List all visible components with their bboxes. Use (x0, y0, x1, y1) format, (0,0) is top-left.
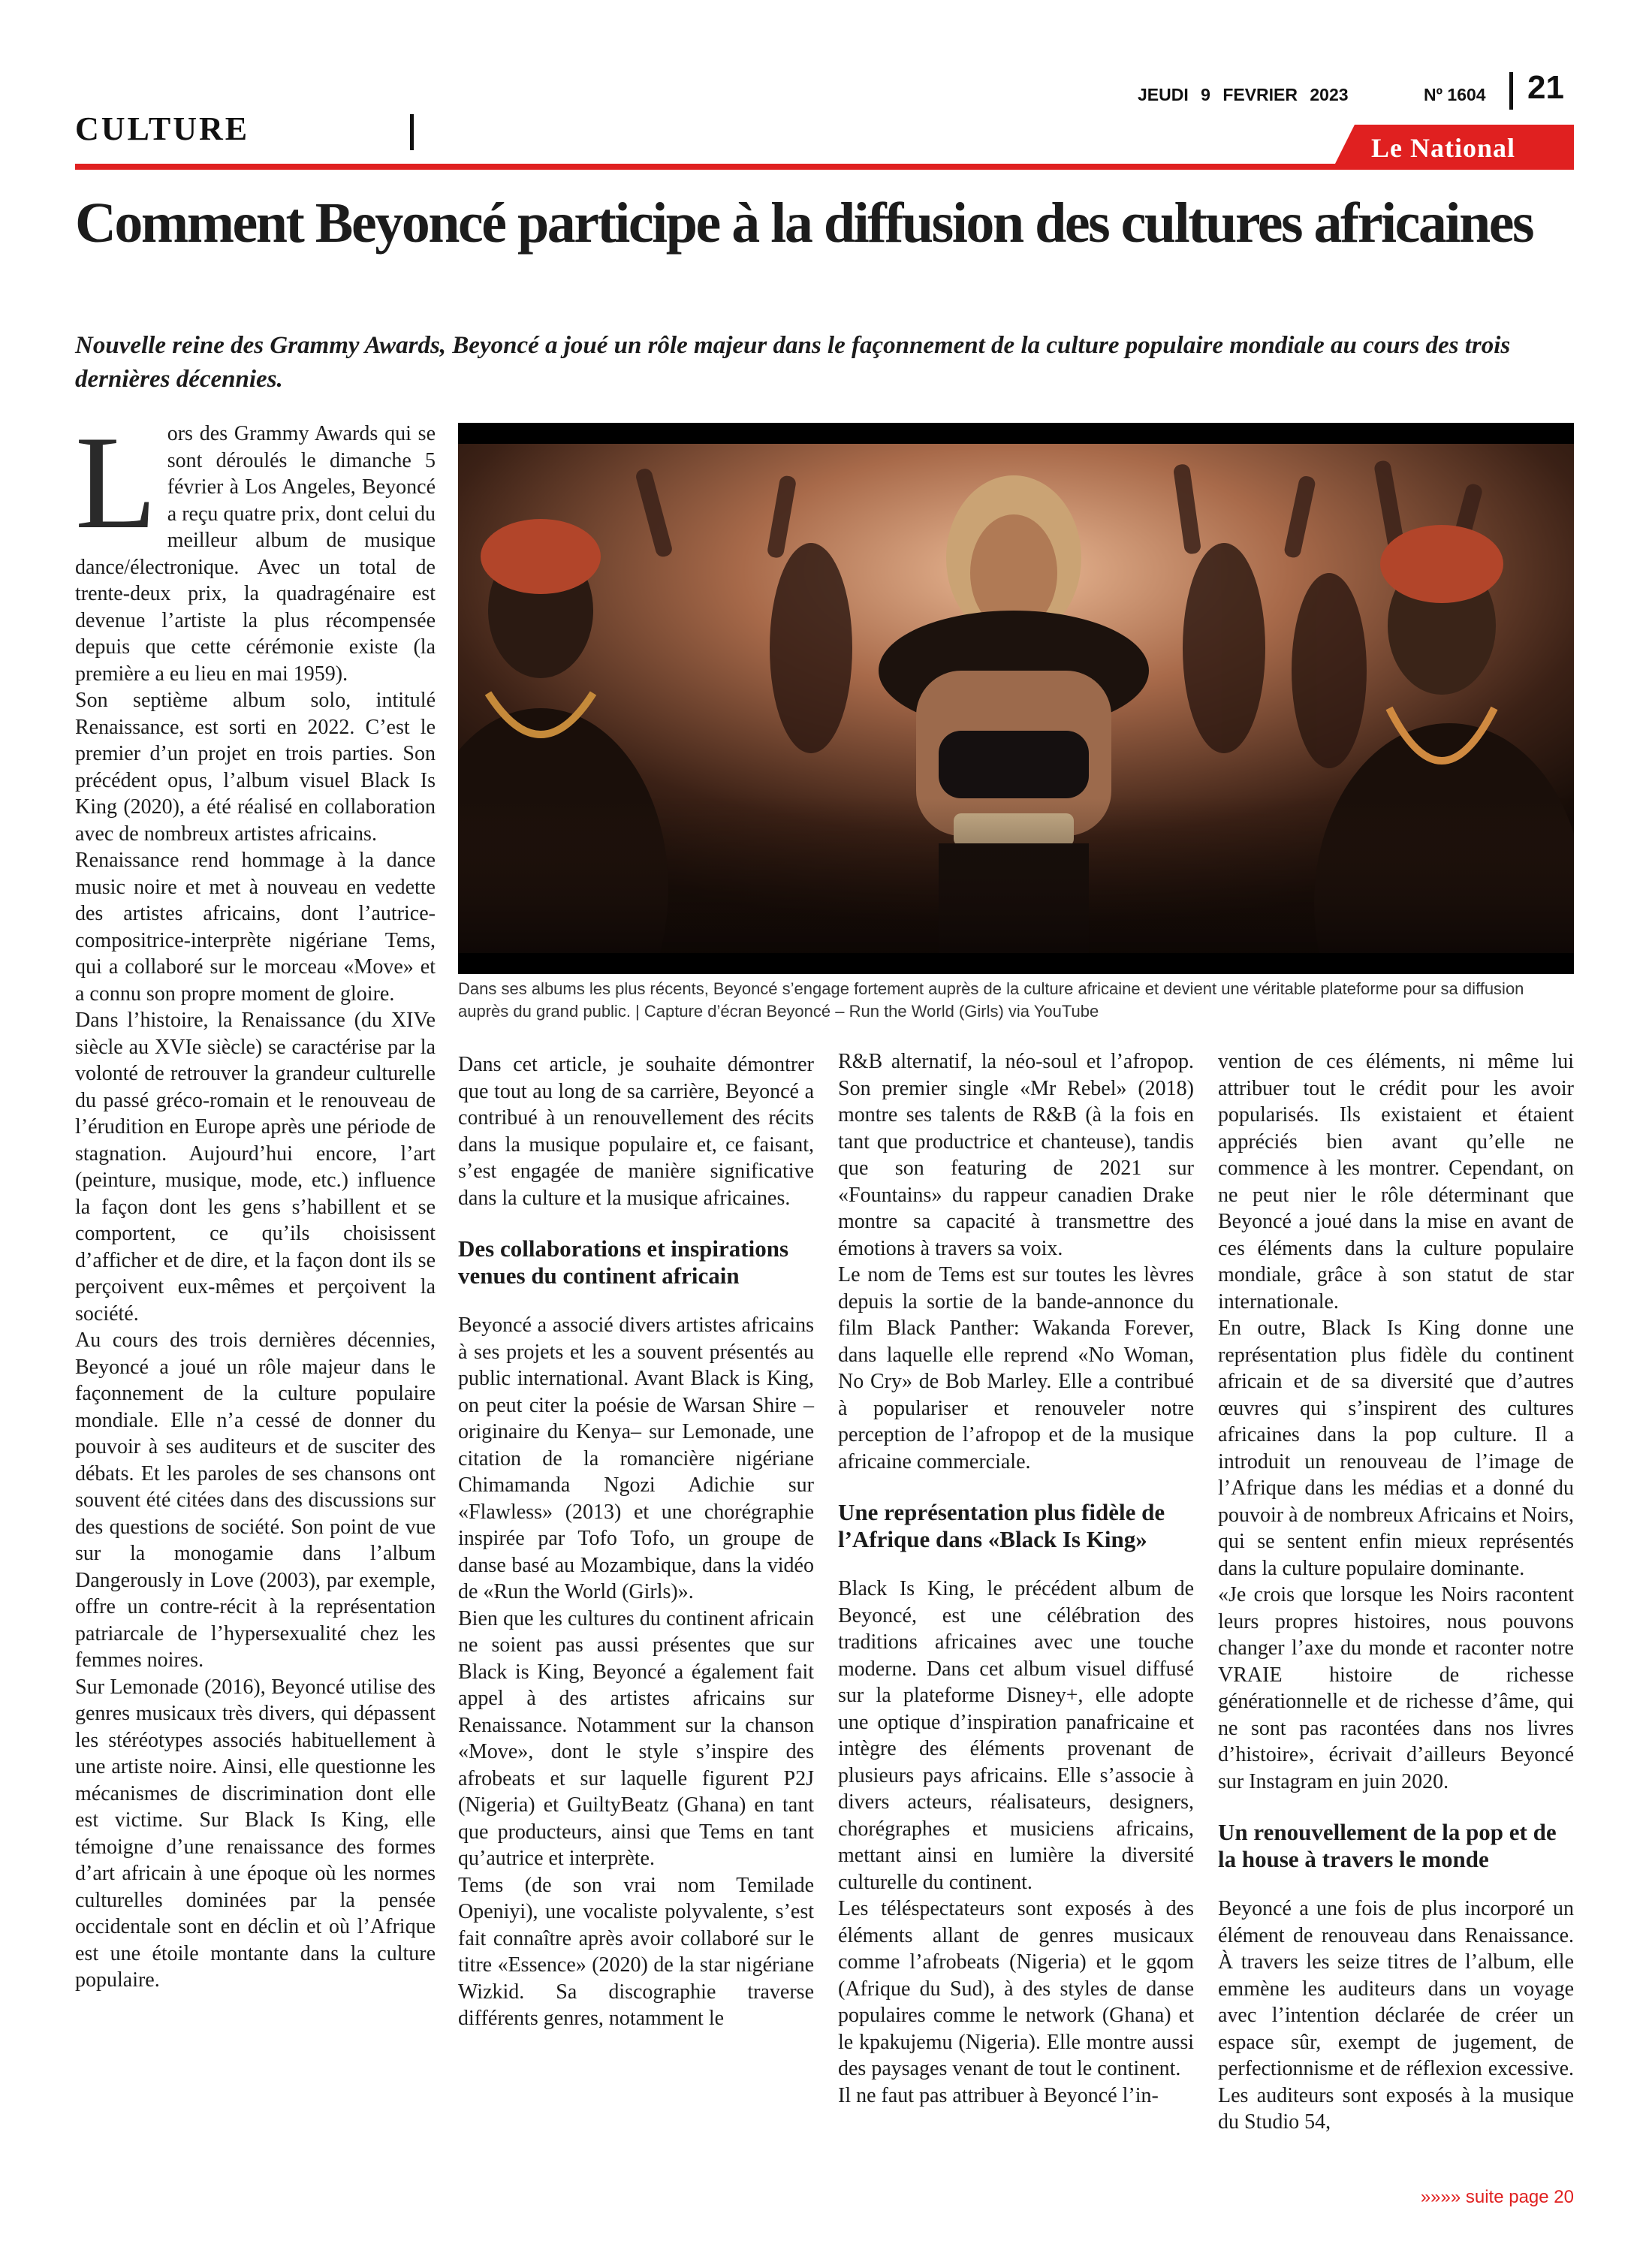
subheading: Des collaborations et inspirations venues du continent africain (458, 1235, 789, 1289)
article-column-1 (75, 408, 436, 1994)
standfirst: Nouvelle reine des Grammy Awards, Beyoncé a joué un rôle majeur dans le façonnement de la culture populaire mondiale au cours des trois dernières décennies. (75, 332, 1511, 393)
section-divider (410, 114, 414, 150)
article-paragraph: vention de ces éléments, ni même lui attribuer tout le crédit pour les avoir popularisés. Ils existaient et étaient appréciés bien avant qu’elle ne commence à les montrer. Cependant, on ne peut nier le rôle déterminant que Beyoncé a joué dans la mise en avant de ces éléments dans la culture populaire mondiale, grâce à son statut de star internationale. (1218, 1050, 1574, 1313)
article-column-3 (838, 1048, 1194, 2109)
article-column-2 (458, 1051, 814, 2032)
dateline: JEUDI 9 FEVRIER 2023 (1138, 85, 1349, 104)
article-paragraph: Son septième album solo, intitulé Renaissance, est sorti en 2022. C’est le premier d’un projet en trois parties. Son précédent opus, l’album visuel Black Is King (2020), a été réalisé en collaboration avec de nombreux artistes africains. (75, 689, 436, 846)
page-number: 21 (1527, 69, 1564, 106)
article-paragraph: Il ne faut pas attribuer à Beyoncé l’in- (838, 2083, 1159, 2107)
photo-caption: Dans ses albums les plus récents, Beyoncé s’engage fortement auprès de la culture africaine et devient une véritable plateforme pour sa diffusion auprès du grand public. | Capture d’écran Beyoncé – Run the World (Girls) via YouTube (458, 979, 1524, 1021)
article-column-4 (1218, 1048, 1574, 2136)
subheading: Une représentation plus fidèle de l’Afrique dans «Black Is King» (838, 1499, 1165, 1552)
article-paragraph: Le nom de Tems est sur toutes les lèvres depuis la sortie de la bande-annonce du film Black Panther: Wakanda Forever, dans laquelle elle reprend «No Woman, No Cry» de Bob Marley. Elle a contribué à populariser et renouveler notre perception de l’afropop et de la musique africaine commerciale. (838, 1263, 1194, 1473)
article-paragraph (75, 408, 436, 687)
article-paragraph: Beyoncé a associé divers artistes africains à ses projets et les a souvent présentés au public international. Avant Black is King, on peut citer la poésie de Warsan Shire –originaire du Kenya– sur Lemonade, une citation de la romancière nigériane Chimamanda Ngozi Adichie sur «Flawless» (2013) et une chorégraphie inspirée par Tofo Tofo, un groupe de danse basé au Mozambique, dans la vidéo de «Run the World (Girls)». (458, 1313, 814, 1603)
article-paragraph: R&B alternatif, la néo-soul et l’afropop. Son premier single «Mr Rebel» (2018) montre ses talents de R&B (à la fois en tant que productrice et chanteuse), tandis que son featuring de 2021 sur «Fountains» du rappeur canadien Drake montre sa capacité à transmettre des émotions à travers sa voix. (838, 1050, 1194, 1260)
article-paragraph: Black Is King, le précédent album de Beyoncé, est une célébration des traditions africaines avec une touche moderne. Dans cet album visuel diffusé sur la plateforme Disney+, elle adopte une optique d’inspiration panafricaine et intègre des éléments provenant de plusieurs pays africains. Elle s’associe à divers acteurs, réalisateurs, designers, chorégraphes et musiciens africains, mettant ainsi en lumière la diversité culturelle du continent. (838, 1577, 1194, 1894)
article-paragraph: En outre, Black Is King donne une représentation plus fidèle du continent africain et de sa diversité que d’autres œuvres qui s’inspirent des cultures africaines dans la pop culture. Il a introduit un renouveau de l’image de l’Afrique dans les médias et a donné du pouvoir à de nombreux Africains et Noirs, qui se sentent enfin mieux représentés dans la culture populaire dominante. (1218, 1317, 1574, 1580)
drop-cap: L (75, 408, 157, 556)
article-paragraph: Au cours des trois dernières décennies, Beyoncé a joué un rôle majeur dans le façonnement de la culture populaire mondiale. Elle n’a cessé de donner du pouvoir à ses auditeurs et de susciter des débats. Et les paroles de ses chansons ont souvent été citées dans des discussions sur des questions de société. Son point de vue sur la monogamie dans l’album Dangerously in Love (2003), par exemple, offre un contre-récit à la représentation patriarcale de l’hypersexualité chez les femmes noires. (75, 1329, 436, 1672)
article-photo (458, 423, 1574, 974)
brand-name: Le National (1371, 133, 1516, 163)
article-paragraph: Dans l’histoire, la Renaissance (du XIVe siècle au XVIe siècle) se caractérise par la volonté de retrouver la grandeur culturelle du passé gréco-romain et le renouveau de l’érudition en Europe après une période de stagnation. Aujourd’hui encore, l’art (peinture, musique, mode, etc.) influence la façon dont les gens s’habillent et se comportent, ce qu’ils choisissent d’afficher et de dire, et la façon dont ils se perçoivent eux-mêmes et perçoivent la société. (75, 1009, 436, 1326)
header-rule (75, 164, 1574, 170)
headline: Comment Beyoncé participe à la diffusion des cultures africaines (75, 192, 1533, 255)
continued-on-page-link[interactable]: »»»» suite page 20 (1420, 2187, 1574, 2207)
article-paragraph: Tems (de son vrai nom Temilade Openiyi), une vocaliste polyvalente, s’est fait connaître après avoir collaboré sur le titre «Essence» (2020) de la star nigériane Wizkid. Sa discographie traverse différents genres, notamment le (458, 1873, 814, 2030)
page-number-divider (1509, 72, 1513, 110)
section-title: CULTURE (75, 110, 250, 147)
subheading: Un renouvellement de la pop et de la house à travers le monde (1218, 1819, 1557, 1872)
article-paragraph: Bien que les cultures du continent africain ne soient pas aussi présentes que sur Black is King, Beyoncé a également fait appel à des artistes africains sur Renaissance. Notamment sur la chanson «Move», dont le style s’inspire des afrobeats et sur laquelle figurent P2J (Nigeria) et GuiltyBeatz (Ghana) en tant que producteurs, ainsi que Tems en tant qu’autrice et interprète. (458, 1606, 814, 1870)
paragraph-text: ors des Grammy Awards qui se sont déroulés le dimanche 5 février à Los Angeles, Beyoncé a reçu quatre prix, dont celui du meilleur album de musique dance/électronique. Avec un total de trente-deux prix, la quadragénaire est devenue l’artiste la plus récompensée depuis que cette cérémonie existe (la première a eu lieu en mai 1959). (75, 422, 436, 686)
article-paragraph: Dans cet article, je souhaite démontrer que tout au long de sa carrière, Beyoncé a contribué à un renouvellement des récits dans la musique populaire et, ce faisant, s’est engagée de manière significative dans la culture et la musique africaines. (458, 1053, 814, 1210)
article-paragraph: Les téléspectateurs sont exposés à des éléments allant de genres musicaux comme l’afrobeats (Nigeria) et le gqom (Afrique du Sud), à des styles de danse populaires comme le network (Ghana) et le kpakujemu (Nigeria). Elle montre aussi des paysages venant de tout le continent. (838, 1897, 1194, 2080)
article-paragraph: Renaissance rend hommage à la dance music noire et met à nouveau en vedette des artistes africains, dont l’autrice-compositrice-interprète nigériane Tems, qui a collaboré sur le morceau «Move» et a connu son propre moment de gloire. (75, 849, 436, 1006)
article-paragraph: Beyoncé a une fois de plus incorporé un élément de renouveau dans Renaissance. À travers les seize titres de l’album, elle emmène les auditeurs dans un voyage avec l’intention déclarée de créer un espace sûr, exempt de jugement, de perfectionnisme et de réflexion excessive. Les auditeurs sont exposés à la musique du Studio 54, (1218, 1897, 1574, 2134)
article-paragraph: «Je crois que lorsque les Noirs racontent leurs propres histoires, nous pouvons changer l’axe du monde et raconter notre VRAIE histoire de richesse générationnelle et de richesse d’âme, qui ne sont pas racontées dans nos livres d’histoire», écrivait d’ailleurs Beyoncé sur Instagram en juin 2020. (1218, 1583, 1574, 1793)
article-paragraph: Sur Lemonade (2016), Beyoncé utilise des genres musicaux très divers, qui dépassent les stéréotypes associés habituellement à une artiste noire. Ainsi, elle questionne les mécanismes de discrimination dont elle est victime. Sur Black Is King, elle témoigne d’une renaissance des formes d’art africain à une époque où les normes culturelles dominées par la pensée occidentale sont en déclin et où l’Afrique est une étoile montante dans la culture populaire. (75, 1675, 436, 1992)
issue-number: Nº 1604 (1424, 85, 1486, 104)
